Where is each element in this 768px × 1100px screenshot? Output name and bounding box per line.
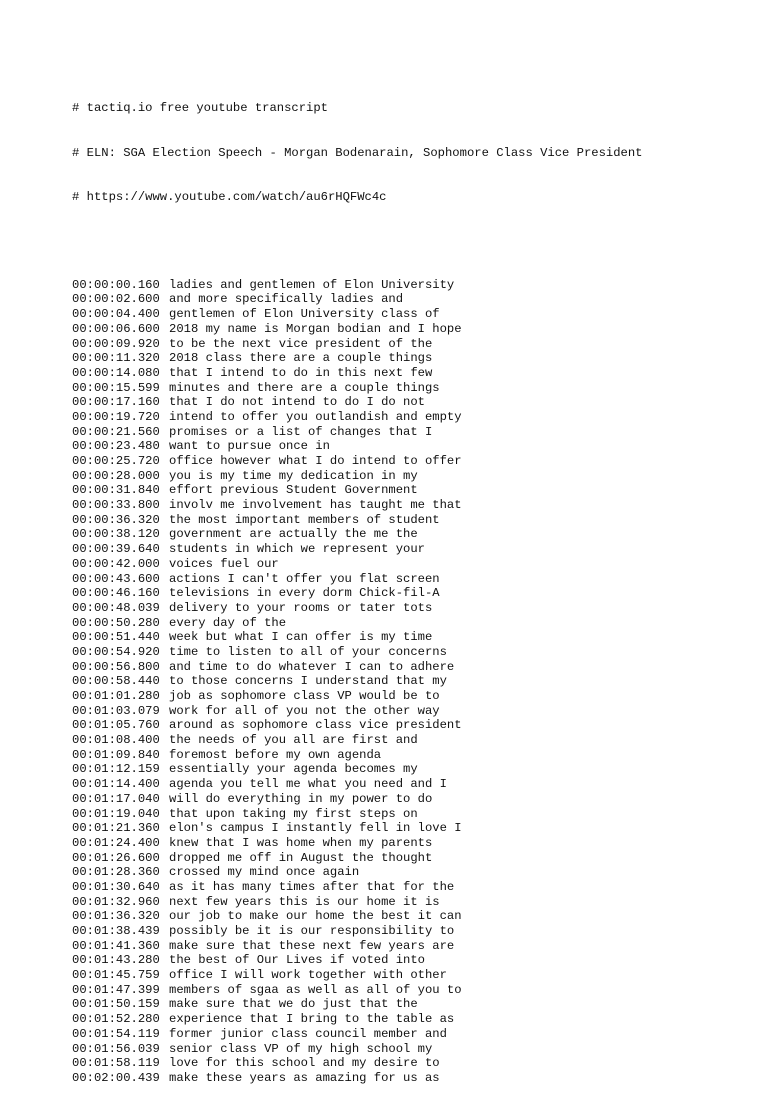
caption-text: actions I can't offer you flat screen <box>169 571 440 586</box>
caption-text: office I will work together with other <box>169 968 447 983</box>
transcript-line <box>72 704 752 719</box>
caption-text: make these years as amazing for us as <box>169 1070 440 1085</box>
timestamp: 00:01:17.040 <box>72 791 160 806</box>
caption-text: delivery to your rooms or tater tots <box>169 600 433 615</box>
transcript-line <box>72 733 752 748</box>
caption-text: that upon taking my first steps on <box>169 806 418 821</box>
timestamp: 00:00:00.160 <box>72 277 160 292</box>
timestamp: 00:00:15.599 <box>72 380 160 395</box>
timestamp: 00:01:56.039 <box>72 1041 160 1056</box>
caption-text: job as sophomore class VP would be to <box>169 689 440 704</box>
caption-text: effort previous Student Government <box>169 483 418 498</box>
timestamp: 00:01:09.840 <box>72 747 160 762</box>
timestamp: 00:00:43.600 <box>72 571 160 586</box>
timestamp: 00:00:58.440 <box>72 674 160 689</box>
transcript-line <box>72 924 752 939</box>
caption-text: crossed my mind once again <box>169 865 360 880</box>
transcript-line <box>72 909 752 924</box>
caption-text: to those concerns I understand that my <box>169 674 447 689</box>
timestamp: 00:00:25.720 <box>72 454 160 469</box>
transcript-line <box>72 1071 752 1086</box>
caption-text: ladies and gentlemen of Elon University <box>169 277 455 292</box>
caption-text: dropped me off in August the thought <box>169 850 433 865</box>
timestamp: 00:01:32.960 <box>72 894 160 909</box>
timestamp: 00:00:56.800 <box>72 659 160 674</box>
transcript-line <box>72 630 752 645</box>
transcript-line <box>72 395 752 410</box>
transcript-line <box>72 469 752 484</box>
caption-text: work for all of you not the other way <box>169 703 440 718</box>
timestamp: 00:01:14.400 <box>72 777 160 792</box>
caption-text: promises or a list of changes that I <box>169 424 433 439</box>
caption-text: government are actually the me the <box>169 527 418 542</box>
timestamp: 00:00:02.600 <box>72 292 160 307</box>
timestamp: 00:01:19.040 <box>72 806 160 821</box>
timestamp: 00:00:21.560 <box>72 424 160 439</box>
transcript-line <box>72 1027 752 1042</box>
caption-text: the best of Our Lives if voted into <box>169 953 425 968</box>
caption-text: around as sophomore class vice president <box>169 718 462 733</box>
timestamp: 00:01:50.159 <box>72 997 160 1012</box>
transcript-line <box>72 425 752 440</box>
timestamp: 00:00:38.120 <box>72 527 160 542</box>
transcript-list <box>72 278 752 1086</box>
timestamp: 00:00:48.039 <box>72 600 160 615</box>
caption-text: televisions in every dorm Chick-fil-A <box>169 586 440 601</box>
caption-text: gentlemen of Elon University class of <box>169 307 440 322</box>
timestamp: 00:01:26.600 <box>72 850 160 865</box>
timestamp: 00:01:43.280 <box>72 953 160 968</box>
transcript-line <box>72 439 752 454</box>
caption-text: 2018 my name is Morgan bodian and I hope <box>169 321 462 336</box>
transcript-line <box>72 351 752 366</box>
transcript-line <box>72 498 752 513</box>
timestamp: 00:01:01.280 <box>72 689 160 704</box>
caption-text: former junior class council member and <box>169 1026 447 1041</box>
transcript-line <box>72 278 752 293</box>
blank-separator <box>72 234 752 249</box>
timestamp: 00:01:03.079 <box>72 703 160 718</box>
timestamp: 00:00:36.320 <box>72 512 160 527</box>
timestamp: 00:01:38.439 <box>72 924 160 939</box>
caption-text: the needs of you all are first and <box>169 733 418 748</box>
transcript-line <box>72 1042 752 1057</box>
transcript-line <box>72 748 752 763</box>
timestamp: 00:00:11.320 <box>72 351 160 366</box>
document-title: # ELN: SGA Election Speech - Morgan Bodenarain, Sophomore Class Vice President <box>72 145 643 160</box>
caption-text: knew that I was home when my parents <box>169 835 433 850</box>
transcript-line <box>72 689 752 704</box>
transcript-line <box>72 865 752 880</box>
transcript-line <box>72 292 752 307</box>
transcript-line <box>72 381 752 396</box>
caption-text: that I do not intend to do I do not <box>169 395 425 410</box>
transcript-line <box>72 1012 752 1027</box>
source-line: # tactiq.io free youtube transcript <box>72 101 328 116</box>
timestamp: 00:00:14.080 <box>72 365 160 380</box>
caption-text: you is my time my dedication in my <box>169 468 418 483</box>
transcript-line <box>72 880 752 895</box>
caption-text: next few years this is our home it is <box>169 894 440 909</box>
transcript-line <box>72 557 752 572</box>
transcript-line <box>72 645 752 660</box>
timestamp: 00:00:31.840 <box>72 483 160 498</box>
timestamp: 00:00:28.000 <box>72 468 160 483</box>
caption-text: as it has many times after that for the <box>169 879 455 894</box>
caption-text: will do everything in my power to do <box>169 791 433 806</box>
caption-text: involv me involvement has taught me that <box>169 498 462 513</box>
transcript-line <box>72 953 752 968</box>
caption-text: our job to make our home the best it can <box>169 909 462 924</box>
timestamp: 00:00:17.160 <box>72 395 160 410</box>
transcript-line <box>72 337 752 352</box>
timestamp: 00:01:24.400 <box>72 835 160 850</box>
video-url: # https://www.youtube.com/watch/au6rHQFWc4c <box>72 189 387 204</box>
timestamp: 00:01:58.119 <box>72 1056 160 1071</box>
timestamp: 00:01:41.360 <box>72 938 160 953</box>
transcript-line <box>72 821 752 836</box>
caption-text: experience that I bring to the table as <box>169 1012 455 1027</box>
transcript-line <box>72 513 752 528</box>
timestamp: 00:00:50.280 <box>72 615 160 630</box>
timestamp: 00:01:52.280 <box>72 1012 160 1027</box>
caption-text: to be the next vice president of the <box>169 336 433 351</box>
timestamp: 00:00:33.800 <box>72 498 160 513</box>
timestamp: 00:00:06.600 <box>72 321 160 336</box>
timestamp: 00:01:36.320 <box>72 909 160 924</box>
transcript-line <box>72 616 752 631</box>
caption-text: agenda you tell me what you need and I <box>169 777 447 792</box>
transcript-line <box>72 777 752 792</box>
transcript-line <box>72 366 752 381</box>
transcript-line <box>72 968 752 983</box>
transcript-line <box>72 674 752 689</box>
caption-text: office however what I do intend to offer <box>169 454 462 469</box>
timestamp: 00:00:23.480 <box>72 439 160 454</box>
caption-text: love for this school and my desire to <box>169 1056 440 1071</box>
caption-text: make sure that these next few years are <box>169 938 455 953</box>
caption-text: that I intend to do in this next few <box>169 365 433 380</box>
timestamp: 00:00:19.720 <box>72 409 160 424</box>
transcript-document <box>72 72 752 1100</box>
transcript-line <box>72 542 752 557</box>
timestamp: 00:00:04.400 <box>72 307 160 322</box>
timestamp: 00:00:09.920 <box>72 336 160 351</box>
transcript-line <box>72 836 752 851</box>
timestamp: 00:00:42.000 <box>72 556 160 571</box>
transcript-line <box>72 851 752 866</box>
transcript-line <box>72 939 752 954</box>
timestamp: 00:01:28.360 <box>72 865 160 880</box>
transcript-line <box>72 483 752 498</box>
transcript-line <box>72 454 752 469</box>
transcript-line <box>72 586 752 601</box>
transcript-line <box>72 983 752 998</box>
caption-text: foremost before my own agenda <box>169 747 382 762</box>
caption-text: voices fuel our <box>169 556 279 571</box>
timestamp: 00:00:54.920 <box>72 644 160 659</box>
transcript-line <box>72 997 752 1012</box>
caption-text: possibly be it is our responsibility to <box>169 924 455 939</box>
timestamp: 00:00:39.640 <box>72 542 160 557</box>
transcript-line <box>72 572 752 587</box>
caption-text: senior class VP of my high school my <box>169 1041 433 1056</box>
timestamp: 00:01:05.760 <box>72 718 160 733</box>
caption-text: members of sgaa as well as all of you to <box>169 982 462 997</box>
timestamp: 00:00:46.160 <box>72 586 160 601</box>
transcript-line <box>72 410 752 425</box>
caption-text: essentially your agenda becomes my <box>169 762 418 777</box>
caption-text: elon's campus I instantly fell in love I <box>169 821 462 836</box>
caption-text: the most important members of student <box>169 512 440 527</box>
caption-text: intend to offer you outlandish and empty <box>169 409 462 424</box>
transcript-line <box>72 1056 752 1071</box>
transcript-line <box>72 762 752 777</box>
caption-text: every day of the <box>169 615 287 630</box>
caption-text: 2018 class there are a couple things <box>169 351 433 366</box>
caption-text: want to pursue once in <box>169 439 330 454</box>
timestamp: 00:01:45.759 <box>72 968 160 983</box>
caption-text: week but what I can offer is my time <box>169 630 433 645</box>
timestamp: 00:01:12.159 <box>72 762 160 777</box>
timestamp: 00:01:08.400 <box>72 733 160 748</box>
transcript-line <box>72 307 752 322</box>
transcript-line <box>72 718 752 733</box>
caption-text: and more specifically ladies and <box>169 292 404 307</box>
timestamp: 00:01:21.360 <box>72 821 160 836</box>
timestamp: 00:00:51.440 <box>72 630 160 645</box>
caption-text: students in which we represent your <box>169 542 425 557</box>
transcript-line <box>72 807 752 822</box>
caption-text: minutes and there are a couple things <box>169 380 440 395</box>
transcript-line <box>72 660 752 675</box>
transcript-line <box>72 601 752 616</box>
caption-text: time to listen to all of your concerns <box>169 644 447 659</box>
timestamp: 00:02:00.439 <box>72 1070 160 1085</box>
caption-text: make sure that we do just that the <box>169 997 418 1012</box>
transcript-line <box>72 792 752 807</box>
transcript-line <box>72 895 752 910</box>
caption-text: and time to do whatever I can to adhere <box>169 659 455 674</box>
timestamp: 00:01:30.640 <box>72 879 160 894</box>
timestamp: 00:01:54.119 <box>72 1026 160 1041</box>
timestamp: 00:01:47.399 <box>72 982 160 997</box>
transcript-line <box>72 527 752 542</box>
transcript-line <box>72 322 752 337</box>
